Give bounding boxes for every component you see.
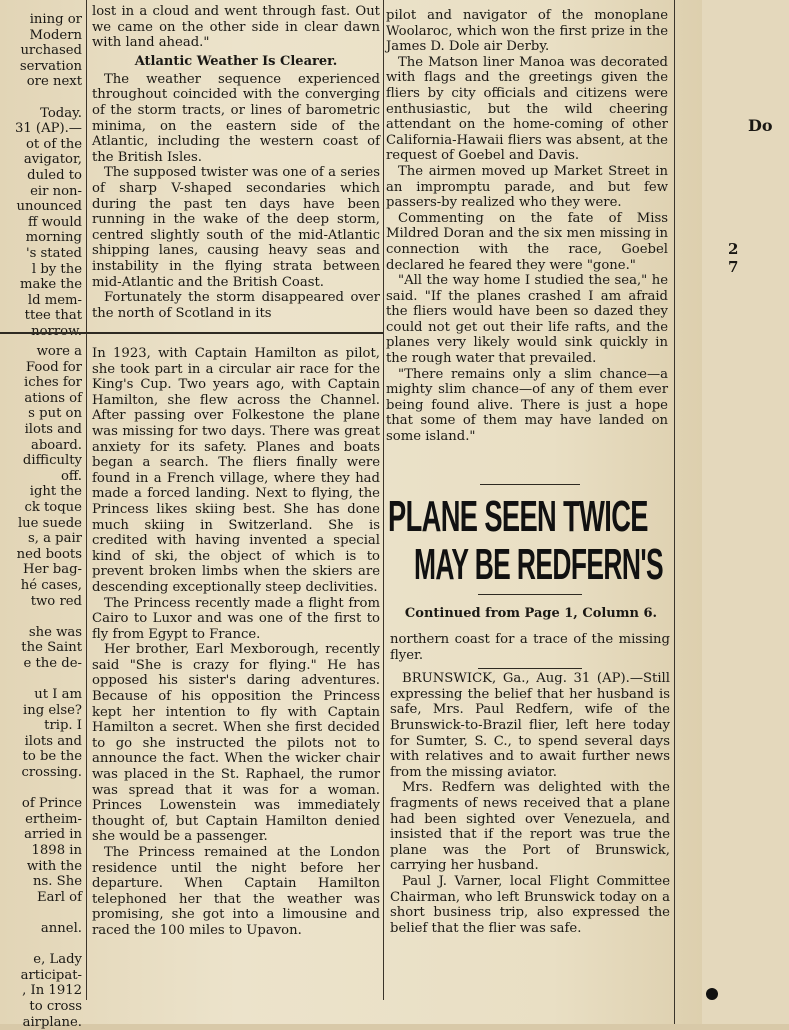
stub-line: ld mem- [27, 292, 82, 308]
stub-line: ilots and [24, 733, 82, 749]
stub-line: ilots and [24, 421, 82, 437]
stub-line: avigator, [23, 152, 82, 168]
col2-top-para-3: Fortunately the storm disappeared over the north of Scotland in its [92, 290, 380, 321]
stub-line: ff would [28, 214, 82, 230]
col3-bottom-para-2: BRUNSWICK, Ga., Aug. 31 (AP).—Still expressing the belief that her husband is safe, Mrs. Paul Redfern, wife of the Brunswick-to-Brazil flier, left here today for Sumter, S. C., to spend several days with relatives and to await further news from the missing aviator. [390, 671, 670, 780]
stub-line [0, 671, 82, 687]
headline-line-1: PLANE SEEN TWICE [388, 492, 648, 541]
stub-line: the Saint [21, 640, 82, 656]
stub-line: airplane. [22, 1014, 82, 1030]
column-3-bottom [390, 632, 670, 962]
column-3-top [386, 8, 668, 478]
col2-top-para-2: The supposed twister was one of a series of sharp V-shaped secondaries which during the past ten days have been running in the wake of the deep storm, centred slightly south of the mid-Atlantic shipping lanes, causing heavy seas and instability in the flying strata between mid-Atlantic and the British Coast. [92, 165, 380, 290]
stub-line: s put on [28, 406, 82, 422]
stub-line: e, Lady [33, 952, 82, 968]
stub-line: crossing. [21, 765, 82, 781]
column-rule-3 [674, 0, 675, 1024]
stub-line: aboard. [30, 437, 82, 453]
stub-line: ck toque [24, 499, 82, 515]
stub-line: Today. [40, 105, 82, 121]
left-stub-bottom [0, 344, 82, 1030]
col2-bottom-para-1: In 1923, with Captain Hamilton as pilot, she took part in a circular air race for the King's Cup. Two years ago, with Captain Hamilton, she flew across the Channel. After passing over Folkestone the plane was missing for two days. There was great anxiety for its safety. Planes and boats began a search. The fliers finally were found in a French village, where they had made a forced landing. Next to flying, the Princess likes skiing best. She has done much skiing in Switzerland. She is credited with having invented a special kind of ski, the object of which is to prevent broken limbs when the skiers are descending exceptionally steep declivities. [92, 346, 380, 595]
stub-line: 31 (AP).— [14, 121, 82, 137]
col3-top-para-4: Commenting on the fate of Miss Mildred Doran and the six men missing in connection with the race, Goebel declared he feared they were "gone." [386, 210, 668, 273]
stub-line: l by the [31, 261, 82, 277]
col2-bottom-para-2: The Princess recently made a flight from Cairo to Luxor and was one of the first to fly from Egypt to France. [92, 595, 380, 642]
stub-line: ttee that [24, 308, 82, 324]
col2-lead: lost in a cloud and went through fast. Out we came on the other side in clear dawn with land ahead." [92, 4, 380, 51]
stub-line: off. [60, 468, 82, 484]
stub-line [0, 90, 82, 106]
stub-line: duled to [27, 167, 82, 183]
col2-top-para-1: The weather sequence experienced throughout coincided with the converging of the storm tracts, or lines of barometric minima, on the eastern side of the Atlantic, including the western coast of the British Isles. [92, 71, 380, 165]
adjacent-page-edge [702, 0, 789, 1024]
col3-bottom-para-1: northern coast for a trace of the missing flyer. [390, 632, 670, 663]
stub-line: , In 1912 [22, 983, 82, 999]
stub-line: arried in [24, 827, 82, 843]
stub-line: of Prince [21, 796, 82, 812]
col3-top-para-3: The airmen moved up Market Street in an impromptu parade, and but few passers-by realized who they were. [386, 163, 668, 211]
stub-line: s, a pair [27, 531, 82, 547]
stub-line: she was [28, 624, 82, 640]
stub-line: iches for [24, 375, 82, 391]
stub-line: ing else? [22, 702, 82, 718]
continued-line: Continued from Page 1, Column 6. [404, 606, 658, 621]
col3-bottom-para-4: Paul J. Varner, local Flight Committee Chairman, who left Brunswick today on a short business trip, also expressed the belief that the flier was safe. [390, 873, 670, 936]
stub-line: to cross [29, 998, 82, 1014]
adjacent-page-mark-2: 2 7 [728, 240, 753, 276]
stub-line: annel. [40, 920, 82, 936]
stub-line: 1898 in [31, 843, 82, 858]
stub-line: Modern [29, 27, 82, 43]
col3-top-para-2: The Matson liner Manoa was decorated with flags and the greetings given the fliers by city officials and citizens were enthusiastic, but the wild cheering attendant on the home-coming of other California-Hawaii fliers was absent, at the request of Goebel and Davis. [386, 54, 668, 164]
stub-line: morning [25, 230, 82, 246]
stub-line: hé cases, [20, 577, 82, 593]
stub-line: make the [20, 277, 82, 293]
stub-line: eir non- [30, 183, 82, 199]
column-rule-2 [383, 0, 384, 1000]
col3-top-para-5: "All the way home I studied the sea," he said. "If the planes crashed I am afraid the fliers would have been so dazed they could not get out their life rafts, and the planes very likely would sink quickly in the rough water that prevailed. [386, 273, 668, 367]
stub-line: urchased [20, 43, 82, 59]
stub-line: Her bag- [22, 562, 82, 578]
stub-line: ight the [29, 484, 82, 500]
column-2-top [92, 4, 380, 326]
stub-line: ned boots [16, 546, 82, 562]
stub-line: ut I am [34, 687, 82, 703]
stub-line [0, 905, 82, 921]
stub-line: wore a [36, 344, 82, 359]
col2-subhead: Atlantic Weather Is Clearer. [134, 53, 338, 69]
left-stub-top [0, 12, 82, 324]
stub-line: Food for [25, 359, 82, 375]
stub-line: ations of [24, 390, 82, 406]
stub-line: ore next [26, 74, 82, 90]
stub-line: lue suede [17, 515, 82, 531]
stub-line [0, 781, 82, 797]
stub-line: ns. She [33, 874, 82, 890]
adjacent-page-mark-1: Do [748, 116, 773, 135]
col2-bottom-para-3: Her brother, Earl Mexborough, recently said "She is crazy for flying." He has opposed his sister's daring adventures. Because of his opposition the Princess kept her intention to fly with Captain Hamilton a secret. When she first decided to go she instructed the pilots not to announce the fact. When the wicker chair was placed in the St. Raphael, the rumor was spread that it was for a woman. Princes Lowenstein was immediately thought of, but Captain Hamilton denied she would be a passenger. [92, 642, 380, 845]
stub-line: trip. I [44, 718, 82, 734]
stub-line: unounced [16, 199, 82, 215]
ink-speck [706, 988, 718, 1000]
stub-line: difficulty [22, 453, 82, 469]
stub-line: ining or [29, 12, 82, 27]
headline-rule-bottom [478, 594, 582, 595]
col3-top-para-1: pilot and navigator of the monoplane Woolaroc, which won the first prize in the James D. Dole air Derby. [386, 8, 668, 55]
col2-bottom-para-4: The Princess remained at the London residence until the night before her departure. When Captain Hamilton telephoned her that the weather was promising, she got into a limousine and raced the 100 miles to Upavon. [92, 845, 380, 938]
column-rule-1 [86, 0, 87, 1000]
stub-line: with the [26, 858, 82, 874]
stub-line: ot of the [25, 136, 82, 152]
stub-line: to be the [22, 749, 82, 765]
stub-line: servation [19, 58, 82, 74]
col3-top-para-6: "There remains only a slim chance—a mighty slim chance—of any of them ever being found alive. There is just a hope that some of them may have landed on some island." [386, 366, 668, 445]
stub-line: 's stated [25, 245, 82, 261]
stub-line: Earl of [36, 889, 82, 905]
stub-line: ertheim- [25, 811, 82, 827]
stub-line: e the de- [23, 655, 82, 671]
section-rule-left [0, 332, 383, 334]
col3-bottom-para-3: Mrs. Redfern was delighted with the fragments of news received that a plane had been sighted over Venezuela, and insisted that if the report was true the plane was the Port of Brunswick, carrying her husband. [390, 780, 670, 874]
headline-rule-top [480, 484, 580, 485]
stub-line: articipat- [20, 967, 82, 983]
column-2-bottom [92, 346, 380, 986]
headline-line-2: MAY BE REDFERN'S [414, 540, 663, 589]
stub-line: two red [30, 593, 82, 609]
dateline-rule [478, 668, 582, 669]
stub-line [0, 937, 82, 953]
stub-line [0, 609, 82, 625]
